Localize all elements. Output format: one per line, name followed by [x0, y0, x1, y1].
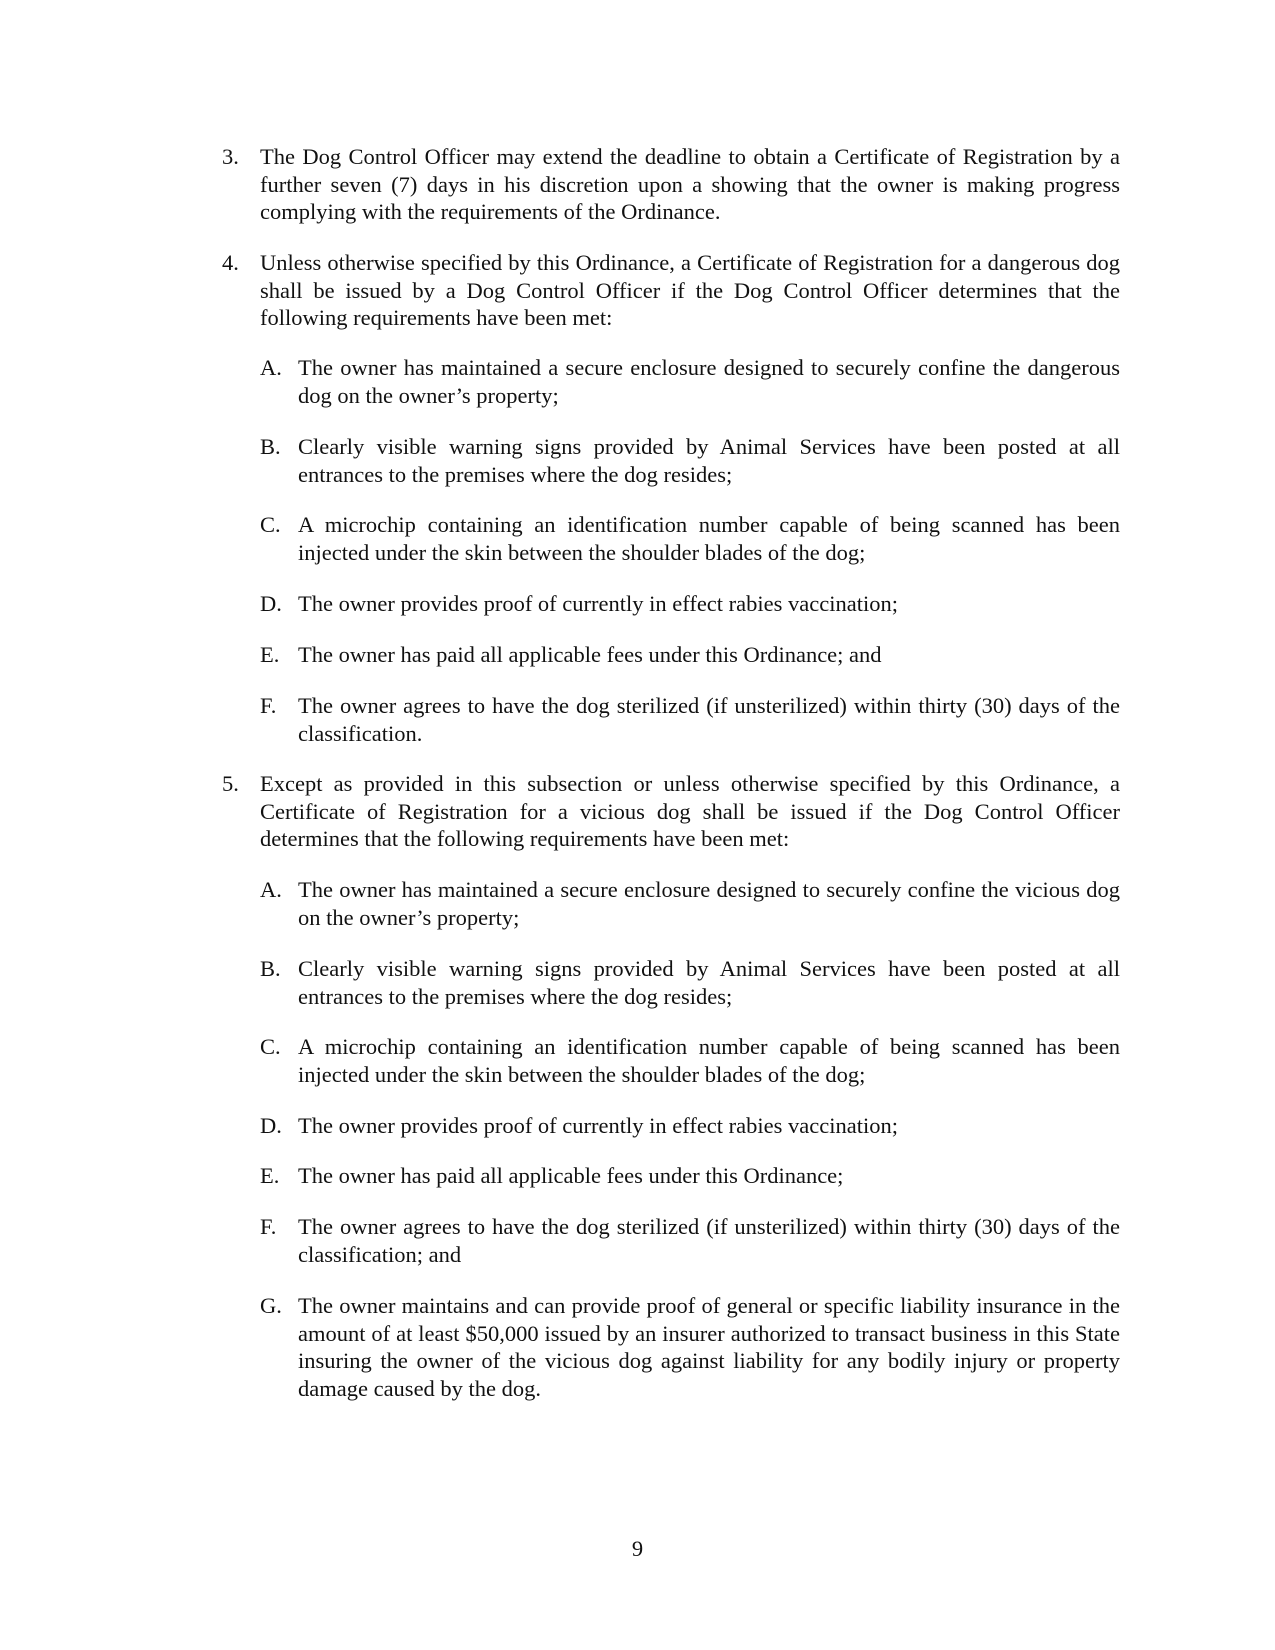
list-item-4	[222, 249, 1120, 332]
subitem-text: The owner agrees to have the dog sterilized (if unsterilized) within thirty (30) days of the classification; and	[298, 1214, 1120, 1267]
subitem-text: A microchip containing an identification number capable of being scanned has been injected under the skin between the shoulder blades of the dog;	[298, 512, 1120, 565]
subitem-label: F.	[260, 1214, 277, 1239]
subitem-text: Clearly visible warning signs provided by Animal Services have been posted at all entrances to the premises where the dog resides;	[298, 434, 1120, 487]
subitem-text: The owner provides proof of currently in effect rabies vaccination;	[298, 1113, 898, 1138]
subitem-label: D.	[260, 591, 282, 616]
item-text: The Dog Control Officer may extend the deadline to obtain a Certificate of Registration by a further seven (7) days in his discretion upon a showing that the owner is making progress complying with the requirements of the Ordinance.	[260, 144, 1120, 224]
subitem-text: The owner maintains and can provide proof of general or specific liability insurance in the amount of at least $50,000 issued by an insurer authorized to transact business in this State insuring the owner of the vicious dog against liability for any bodily injury or property damage caused by the dog.	[298, 1293, 1120, 1401]
list-item-5	[222, 770, 1120, 853]
subitem-label: F.	[260, 693, 277, 718]
list-subitem-4c	[260, 511, 1120, 566]
list-subitem-4d	[260, 590, 1120, 618]
list-subitem-4a	[260, 354, 1120, 409]
list-subitem-5b	[260, 955, 1120, 1010]
list-subitem-5e	[260, 1162, 1120, 1190]
page-number: 9	[631, 1536, 644, 1561]
item-label: 3.	[222, 144, 239, 169]
subitem-label: G.	[260, 1293, 282, 1318]
subitem-label: B.	[260, 434, 281, 459]
list-subitem-5f	[260, 1213, 1120, 1268]
subitem-text: Clearly visible warning signs provided by Animal Services have been posted at all entrances to the premises where the dog resides;	[298, 956, 1120, 1009]
subitem-label: D.	[260, 1113, 282, 1138]
subitem-label: C.	[260, 1034, 281, 1059]
subitem-label: A.	[260, 877, 282, 902]
subitem-text: The owner has paid all applicable fees under this Ordinance; and	[298, 642, 882, 667]
subitem-text: The owner has maintained a secure enclosure designed to securely confine the dangerous dog on the owner’s property;	[298, 355, 1120, 408]
subitem-label: E.	[260, 1163, 280, 1188]
list-subitem-5g	[260, 1292, 1120, 1402]
list-item-3	[222, 143, 1120, 226]
list-subitem-4f	[260, 692, 1120, 747]
subitem-label: E.	[260, 642, 280, 667]
subitem-text: The owner provides proof of currently in effect rabies vaccination;	[298, 591, 898, 616]
item-label: 5.	[222, 771, 239, 796]
list-subitem-5c	[260, 1033, 1120, 1088]
list-subitem-5a	[260, 876, 1120, 931]
item-label: 4.	[222, 250, 239, 275]
list-subitem-5d	[260, 1112, 1120, 1140]
subitem-text: The owner has maintained a secure enclosure designed to securely confine the vicious dog on the owner’s property;	[298, 877, 1120, 930]
item-text: Except as provided in this subsection or unless otherwise specified by this Ordinance, a Certificate of Registration for a vicious dog shall be issued if the Dog Control Officer determines that the following requirements have been met:	[260, 771, 1120, 851]
subitem-label: A.	[260, 355, 282, 380]
subitem-text: The owner agrees to have the dog sterilized (if unsterilized) within thirty (30) days of the classification.	[298, 693, 1120, 746]
subitem-label: C.	[260, 512, 281, 537]
subitem-text: A microchip containing an identification number capable of being scanned has been injected under the skin between the shoulder blades of the dog;	[298, 1034, 1120, 1087]
subitem-label: B.	[260, 956, 281, 981]
list-subitem-4e	[260, 641, 1120, 669]
item-text: Unless otherwise specified by this Ordinance, a Certificate of Registration for a dangerous dog shall be issued by a Dog Control Officer if the Dog Control Officer determines that the following requirements have been met:	[260, 250, 1120, 330]
subitem-text: The owner has paid all applicable fees under this Ordinance;	[298, 1163, 844, 1188]
list-subitem-4b	[260, 433, 1120, 488]
